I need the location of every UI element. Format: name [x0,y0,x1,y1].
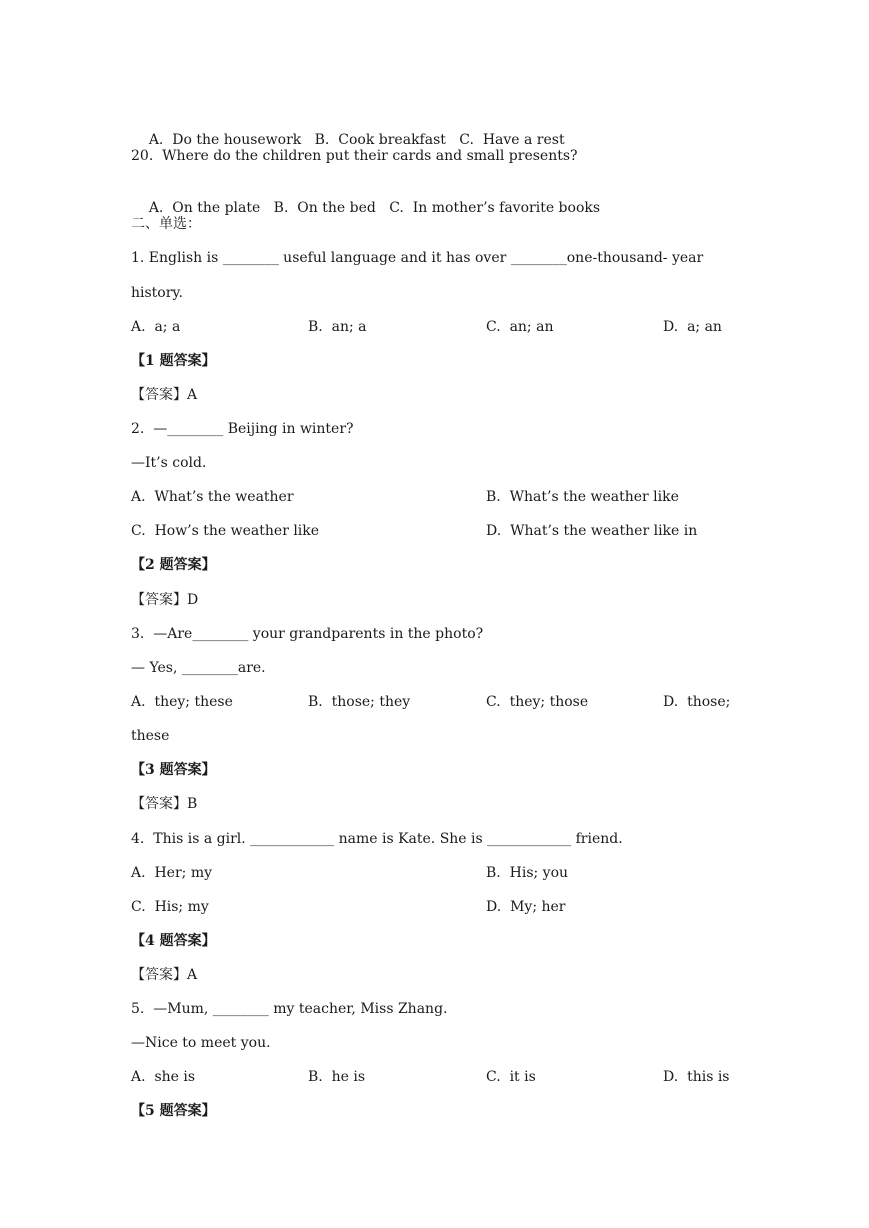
q4-option-a: A. Her; my [131,865,212,881]
section-title: 二、单选： [131,216,201,232]
q20-option-a: A. On the plate [148,200,261,216]
q2-stem-line2: —It’s cold. [131,455,207,471]
q2-option-a: A. What’s the weather [131,489,294,505]
q19-option-c: C. Have a rest [459,132,565,148]
q3-option-c: C. they; those [486,694,589,710]
q1-option-b: B. an; a [308,319,367,335]
q1-option-d: D. a; an [663,319,722,335]
q3-option-b: B. those; they [308,694,411,710]
q19-option-a: A. Do the housework [148,132,302,148]
q1-stem-line2: history. [131,285,183,301]
q2-option-b: B. What’s the weather like [486,489,679,505]
q4-option-c: C. His; my [131,899,209,915]
q1-option-a: A. a; a [131,319,181,335]
q2-option-d: D. What’s the weather like in [486,523,698,539]
q4-answer: 【答案】A [131,967,198,983]
q2-stem-line1: 2. —________ Beijing in winter? [131,421,354,437]
q4-option-b: B. His; you [486,865,569,881]
q3-option-a: A. they; these [131,694,233,710]
q5-option-a: A. she is [131,1069,196,1085]
q20-stem: 20. Where do the children put their cards and small presents? [131,148,578,164]
q4-stem: 4. This is a girl. ____________ name is Kate. She is ____________ friend. [131,831,623,847]
q5-option-d: D. this is [663,1069,730,1085]
q3-stem-line1: 3. —Are________ your grandparents in the photo? [131,626,484,642]
q2-answer: 【答案】D [131,592,199,608]
q5-answer-header: 【5 题答案】 [131,1103,216,1119]
q4-answer-header: 【4 题答案】 [131,933,216,949]
q3-answer: 【答案】B [131,796,198,812]
q5-stem-line2: —Nice to meet you. [131,1035,271,1051]
q3-answer-header: 【3 题答案】 [131,762,216,778]
q5-option-c: C. it is [486,1069,536,1085]
q5-stem-line1: 5. —Mum, ________ my teacher, Miss Zhang. [131,1001,448,1017]
q20-options [131,181,600,235]
q1-answer: 【答案】A [131,387,198,403]
q3-option-d: D. those; [663,694,731,710]
q2-answer-header: 【2 题答案】 [131,557,216,573]
q2-option-c: C. How’s the weather like [131,523,320,539]
q3-option-d-continued: these [131,728,170,744]
q1-option-c: C. an; an [486,319,554,335]
q4-option-d: D. My; her [486,899,566,915]
q19-option-b: B. Cook breakfast [314,132,446,148]
q3-stem-line2: — Yes, ________are. [131,660,266,676]
q1-stem-line1: 1. English is ________ useful language and it has over ________one-thousand- year [131,250,704,266]
q1-answer-header: 【1 题答案】 [131,353,216,369]
q5-option-b: B. he is [308,1069,366,1085]
q20-option-b: B. On the bed [273,200,376,216]
q20-option-c: C. In mother’s favorite books [389,200,601,216]
